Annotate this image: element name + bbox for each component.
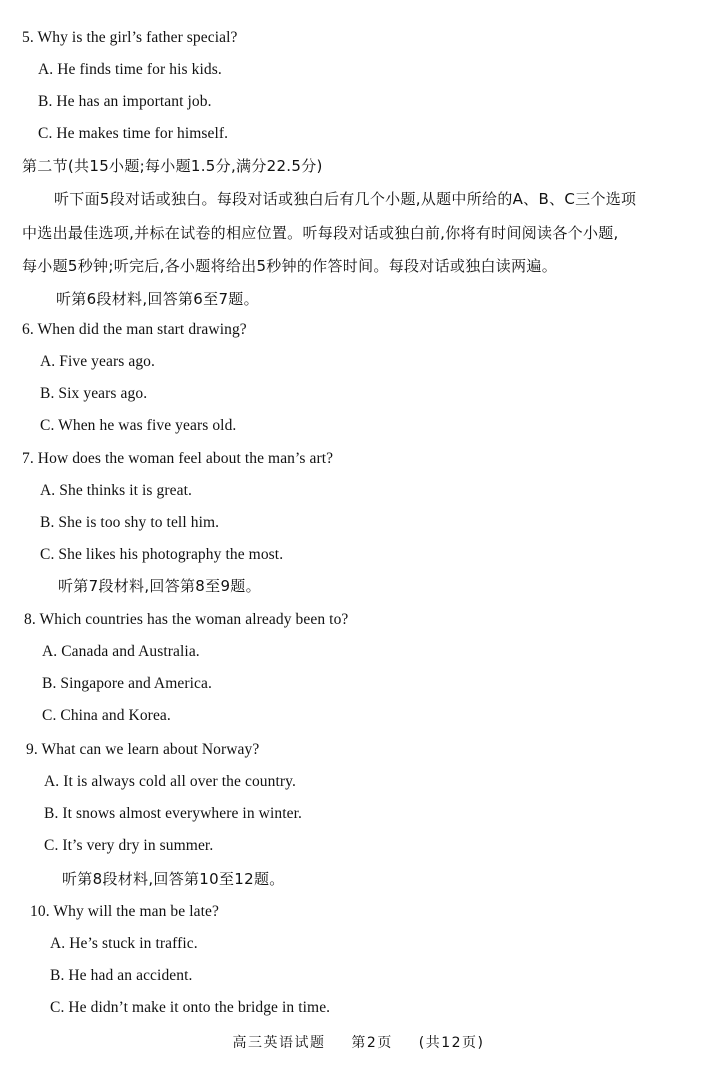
question-9: 9. What can we learn about Norway? <box>26 741 260 758</box>
option-9b: B. It snows almost everywhere in winter. <box>44 805 302 822</box>
question-7: 7. How does the woman feel about the man’s art? <box>22 450 334 467</box>
instructions-line-1: 听下面5段对话或独白。每段对话或独白后有几个小题,从题中所给的A、B、C三个选项 <box>54 190 637 208</box>
option-10b: B. He had an accident. <box>50 967 193 984</box>
option-7b: B. She is too shy to tell him. <box>40 514 220 531</box>
question-10: 10. Why will the man be late? <box>30 903 219 920</box>
footer-total-pages: (共12页) <box>418 1035 485 1051</box>
option-7a: A. She thinks it is great. <box>40 482 192 499</box>
option-10c: C. He didn’t make it onto the bridge in time. <box>50 999 331 1016</box>
footer-title: 高三英语试题 <box>232 1035 326 1051</box>
option-5b: B. He has an important job. <box>38 93 212 110</box>
footer-page-number: 第2页 <box>351 1035 393 1051</box>
question-6: 6. When did the man start drawing? <box>22 321 247 338</box>
page-footer <box>0 1032 717 1052</box>
instructions-line-2: 中选出最佳选项,并标在试卷的相应位置。听每段对话或独白前,你将有时间阅读各个小题, <box>22 224 619 242</box>
question-8: 8. Which countries has the woman already been to? <box>24 611 349 628</box>
option-8a: A. Canada and Australia. <box>42 643 200 660</box>
option-6b: B. Six years ago. <box>40 385 148 402</box>
listen-material-6: 听第6段材料,回答第6至7题。 <box>56 290 259 308</box>
option-6c: C. When he was five years old. <box>40 417 237 434</box>
listen-material-7: 听第7段材料,回答第8至9题。 <box>58 577 261 595</box>
section-2-header: 第二节(共15小题;每小题1.5分,满分22.5分) <box>22 157 323 175</box>
option-6a: A. Five years ago. <box>40 353 156 370</box>
option-8c: C. China and Korea. <box>42 707 171 724</box>
option-9a: A. It is always cold all over the country. <box>44 773 296 790</box>
option-5c: C. He makes time for himself. <box>38 125 229 142</box>
instructions-line-3: 每小题5秒钟;听完后,各小题将给出5秒钟的作答时间。每段对话或独白读两遍。 <box>22 257 558 275</box>
listen-material-8: 听第8段材料,回答第10至12题。 <box>62 870 285 888</box>
option-8b: B. Singapore and America. <box>42 675 212 692</box>
question-5: 5. Why is the girl’s father special? <box>22 29 238 46</box>
option-5a: A. He finds time for his kids. <box>38 61 222 78</box>
option-10a: A. He’s stuck in traffic. <box>50 935 198 952</box>
option-7c: C. She likes his photography the most. <box>40 546 284 563</box>
option-9c: C. It’s very dry in summer. <box>44 837 214 854</box>
